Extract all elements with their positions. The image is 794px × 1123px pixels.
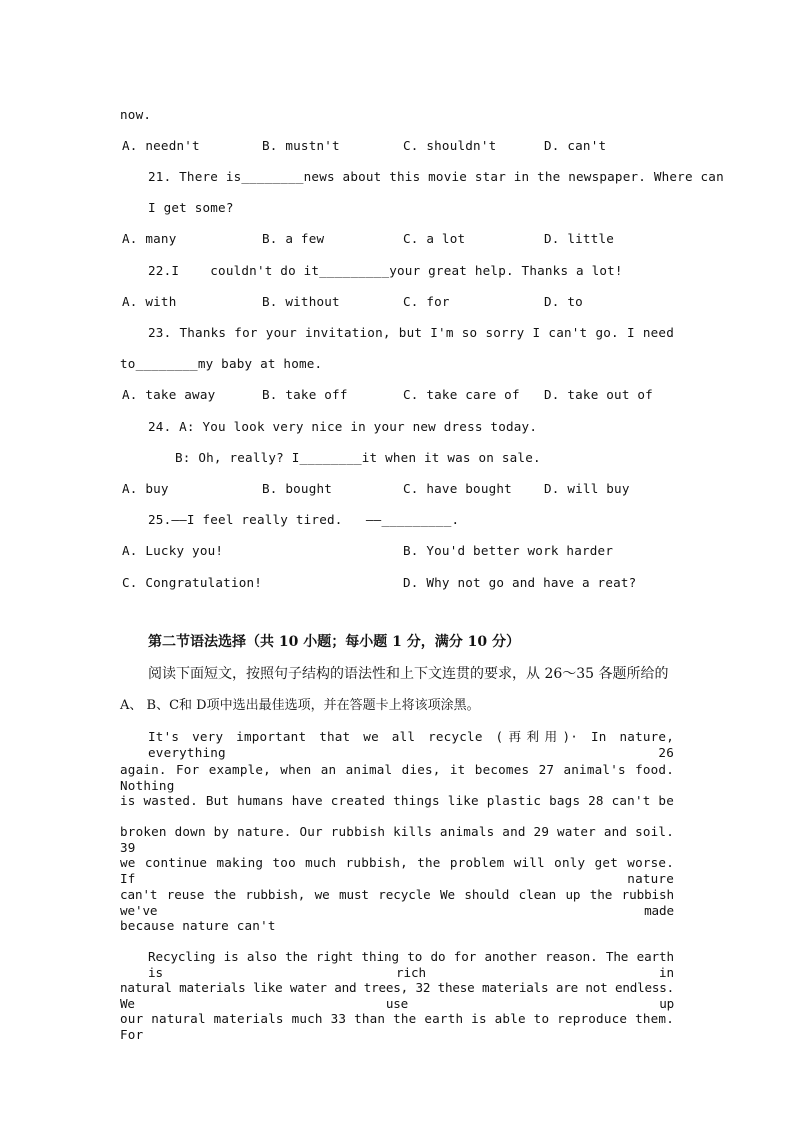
section-instruction-line2: A、 B、C和 D项中选出最佳选项，并在答题卡上将该项涂黑。: [120, 698, 480, 713]
q20-option-b: B. mustn't: [262, 138, 340, 153]
passage-p1-line6: can't reuse the rubbish, we must recycle We should clean up the rubbish we've made: [120, 887, 674, 918]
q23-option-d: D. take out of: [544, 387, 653, 402]
q24-option-a: A. buy: [122, 481, 169, 496]
passage-p1-line3: is wasted. But humans have created things like plastic bags 28 can't be: [120, 793, 674, 808]
q24-option-b: B. bought: [262, 481, 333, 496]
passage-p1-line4: broken down by nature. Our rubbish kills animals and 29 water and soil. 39: [120, 824, 674, 855]
q23-stem-line2: to________my baby at home.: [120, 356, 323, 371]
q21-option-c: C. a lot: [403, 231, 466, 246]
q22-option-d: D. to: [544, 294, 583, 309]
q24-stem-line1: 24. A: You look very nice in your new dress today.: [148, 419, 538, 434]
q21-option-d: D. little: [544, 231, 615, 246]
q22-option-a: A. with: [122, 294, 177, 309]
q24-stem-line2: B: Oh, really? I________it when it was on sale.: [175, 450, 541, 465]
q23-option-b: B. take off: [262, 387, 348, 402]
q20-option-d: D. can't: [544, 138, 607, 153]
q24-option-c: C. have bought: [403, 481, 512, 496]
q20-tail: now.: [120, 107, 152, 122]
q21-stem-line1: 21. There is________news about this movie star in the newspaper. Where can: [148, 169, 724, 184]
passage-p2-line2: natural materials like water and trees, 32 these materials are not endless. We use up: [120, 980, 674, 1011]
q25-stem: 25.——I feel really tired. ——_________.: [148, 512, 460, 527]
q25-option-b: B. You'd better work harder: [403, 543, 614, 558]
q22-option-b: B. without: [262, 294, 340, 309]
q20-option-a: A. needn't: [122, 138, 200, 153]
q23-stem-line1: 23. Thanks for your invitation, but I'm so sorry I can't go. I need: [148, 325, 674, 340]
q25-option-a: A. Lucky you!: [122, 543, 224, 558]
section-instruction-line1: 阅读下面短文，按照句子结构的语法性和上下文连贯的要求，从 26～35 各题所给的: [148, 666, 669, 682]
q22-stem: 22.I couldn't do it_________your great help. Thanks a lot!: [148, 263, 623, 278]
q21-option-a: A. many: [122, 231, 177, 246]
q25-option-c: C. Congratulation!: [122, 575, 263, 590]
passage-p2-line3: our natural materials much 33 than the earth is able to reproduce them. For: [120, 1011, 674, 1042]
passage-p1-line1: It's very important that we all recycle (再利用)· In nature, everything 26: [148, 729, 674, 760]
q23-option-a: A. take away: [122, 387, 216, 402]
q23-option-c: C. take care of: [403, 387, 520, 402]
q21-option-b: B. a few: [262, 231, 325, 246]
passage-p1-line7: because nature can't: [120, 918, 276, 933]
passage-p1-line2: again. For example, when an animal dies, it becomes 27 animal's food. Nothing: [120, 762, 674, 793]
passage-p1-line5: we continue making too much rubbish, the problem will only get worse. If nature: [120, 855, 674, 886]
passage-p2-line1: Recycling is also the right thing to do for another reason. The earth is rich in: [148, 949, 674, 980]
q21-stem-line2: I get some?: [148, 200, 234, 215]
q22-option-c: C. for: [403, 294, 450, 309]
q24-option-d: D. will buy: [544, 481, 630, 496]
q25-option-d: D. Why not go and have a reat?: [403, 575, 637, 590]
q20-option-c: C. shouldn't: [403, 138, 497, 153]
section-heading: 第二节语法选择（共 10 小题；每小题 1 分，满分 10 分）: [148, 634, 520, 650]
